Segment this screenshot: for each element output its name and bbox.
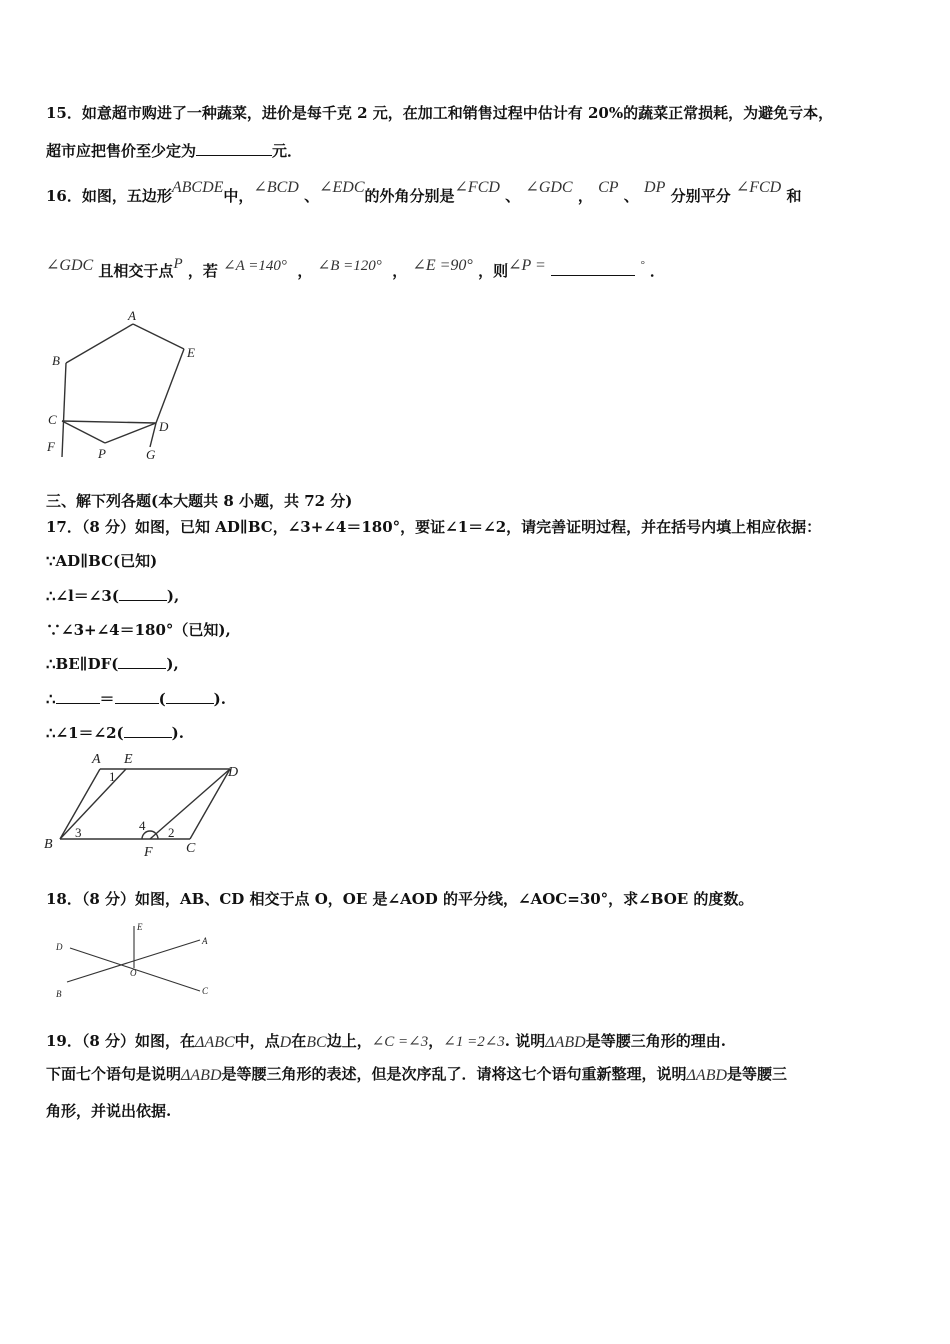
label-F: F — [144, 845, 153, 860]
label-E: E — [137, 922, 143, 932]
q17-step6: ∴∠1＝∠2( ). — [46, 724, 184, 742]
label-C: C — [186, 841, 196, 856]
q17-step1: ∵AD∥BC(已知) — [46, 552, 158, 570]
q16-answer-blank[interactable] — [551, 261, 635, 276]
q17-step2: ∴∠l＝∠3( ), — [46, 587, 180, 605]
pentagon-lines — [62, 324, 184, 457]
angle-3-label: 3 — [75, 825, 82, 840]
label-A: A — [202, 936, 208, 946]
q17-blank-5[interactable] — [166, 689, 214, 704]
q15-line2: 超市应把售价至少定为 元． — [46, 142, 303, 160]
q17-parallelogram-figure — [40, 748, 250, 860]
label-B: B — [52, 353, 60, 368]
q15-line1: 15．如意超市购进了一种蔬菜，进价是每千克 2 元，在加工和销售过程中估计有 20%的蔬菜正常损耗，为避免亏本， — [46, 104, 834, 122]
q17-step5: ∴ ＝ ( ). — [46, 690, 226, 708]
q19-line1: 19．（8 分）如图，在ΔABC中，点D在BC边上，∠C =∠3，∠1 =2∠3. 说明ΔABD是等腰三角形的理由. — [46, 1032, 726, 1051]
q16-line2: ∠GDC 且相交于点P ，若 ∠A =140° ， ∠B =120° ， ∠E =90° ，则∠P = ° ． — [46, 256, 665, 280]
angle-2-label: 2 — [168, 825, 175, 840]
label-O: O — [130, 968, 137, 978]
label-C: C — [202, 986, 209, 996]
q17-step3: ∵∠3+∠4＝180°（已知), — [46, 621, 231, 639]
label-C: C — [48, 412, 57, 427]
label-P: P — [98, 446, 106, 461]
q18-line1: 18．（8 分）如图，AB、CD 相交于点 O，OE 是∠AOD 的平分线，∠AOC=30°，求∠BOE 的度数。 — [46, 890, 754, 908]
q17-step4: ∴BE∥DF( ), — [46, 655, 179, 673]
q17-line1: 17．（8 分）如图，已知 AD∥BC，∠3+∠4＝180°，要证∠1＝∠2，请完善证明过程，并在括号内填上相应依据： — [46, 518, 822, 536]
angle-4-label: 4 — [139, 818, 146, 833]
label-F: F — [47, 439, 55, 454]
angle-1-label: 1 — [109, 769, 116, 784]
q17-blank-3[interactable] — [56, 689, 100, 704]
q15-answer-blank[interactable] — [196, 141, 272, 156]
q17-blank-2[interactable] — [118, 654, 166, 669]
q19-line3: 角形，并说出依据. — [46, 1102, 172, 1120]
label-D: D — [56, 942, 63, 952]
label-B: B — [44, 837, 53, 852]
label-E: E — [187, 345, 195, 360]
label-B: B — [56, 989, 62, 999]
q16-line1: 16．如图，五边形ABCDE中，∠BCD 、∠EDC的外角分别是∠FCD 、 ∠GDC ， CP 、 DP 分别平分 ∠FCD 和 — [46, 179, 802, 205]
q19-line2: 下面七个语句是说明ΔABD是等腰三角形的表述，但是次序乱了．请将这七个语句重新整理，说明ΔABD是等腰三 — [46, 1065, 788, 1084]
label-A: A — [128, 308, 136, 323]
q17-blank-4[interactable] — [115, 689, 159, 704]
label-G: G — [146, 447, 156, 462]
label-E: E — [124, 752, 133, 767]
label-D: D — [159, 419, 169, 434]
label-A: A — [92, 752, 101, 767]
q18-intersecting-lines-figure — [40, 918, 230, 1003]
q16-pentagon-figure — [40, 305, 210, 465]
intersecting-lines — [67, 926, 200, 991]
label-D: D — [228, 765, 239, 780]
q17-blank-1[interactable] — [119, 586, 167, 601]
section-3-heading: 三、解下列各题(本大题共 8 小题，共 72 分) — [46, 492, 353, 510]
q17-blank-6[interactable] — [124, 723, 172, 738]
